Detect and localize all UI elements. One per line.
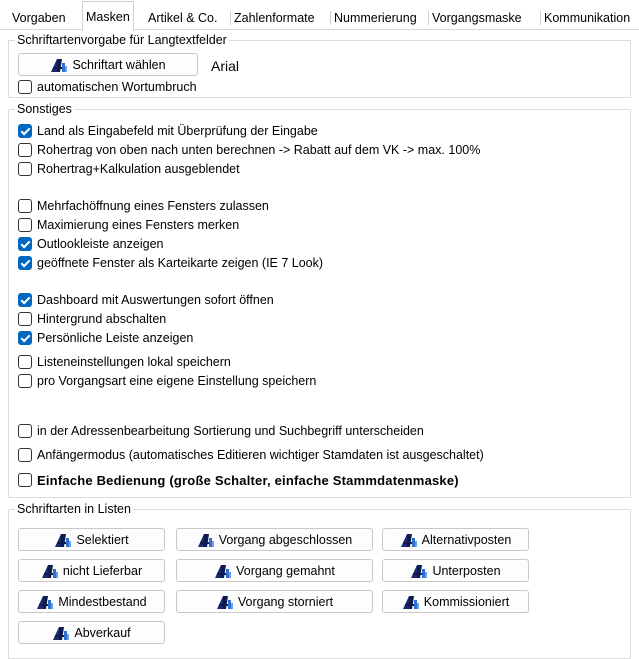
font-a-icon — [214, 563, 232, 579]
option-label: Einfache Bedienung (große Schalter, einfache Stammdatenmaske) — [37, 472, 459, 488]
option-listeneinstellungen[interactable] — [18, 353, 231, 371]
option-label: Dashboard mit Auswertungen sofort öffnen — [37, 293, 274, 307]
font-a-icon — [197, 532, 215, 548]
list-fonts-group-title: Schriftarten in Listen — [17, 502, 131, 516]
checkbox[interactable] — [18, 331, 32, 345]
button-label: Vorgang gemahnt — [236, 563, 335, 578]
button-label: Vorgang abgeschlossen — [218, 532, 353, 547]
tab-nummerierung[interactable]: Nummerierung — [330, 5, 421, 30]
font-vorgang-abgeschlossen-button[interactable] — [176, 528, 373, 551]
option-label: Rohertrag von oben nach unten berechnen -> Rabatt auf dem VK -> max. 100% — [37, 143, 481, 157]
option-hintergrund[interactable] — [18, 310, 166, 328]
option-rohertrag-berechnen[interactable] — [18, 141, 480, 159]
option-maximierung-merken[interactable] — [18, 216, 239, 234]
font-unterposten-button[interactable] — [382, 559, 529, 582]
option-adressenbearbeitung[interactable] — [18, 422, 424, 440]
checkbox[interactable] — [18, 424, 32, 438]
checkbox[interactable] — [18, 293, 32, 307]
word-wrap-label: automatischen Wortumbruch — [37, 80, 197, 94]
option-label: pro Vorgangsart eine eigene Einstellung speichern — [37, 374, 317, 388]
option-label: in der Adressenbearbeitung Sortierung und Suchbegriff unterscheiden — [37, 424, 424, 438]
choose-font-button[interactable] — [18, 53, 198, 76]
button-label: Unterposten — [432, 563, 501, 578]
font-mindestbestand-button[interactable] — [18, 590, 165, 613]
option-label: Land als Eingabefeld mit Überprüfung der Eingabe — [37, 124, 318, 138]
option-rohertrag-ausgeblendet[interactable] — [18, 160, 240, 178]
checkbox[interactable] — [18, 199, 32, 213]
choose-font-button-label: Schriftart wählen — [72, 57, 166, 72]
font-kommissioniert-button[interactable] — [382, 590, 529, 613]
tab-kommunikation[interactable]: Kommunikation — [540, 5, 634, 30]
button-label: Abverkauf — [74, 625, 131, 640]
option-persoenliche-leiste[interactable] — [18, 329, 193, 347]
option-label: Hintergrund abschalten — [37, 312, 167, 326]
font-alternativposten-button[interactable] — [382, 528, 529, 551]
checkbox[interactable] — [18, 448, 32, 462]
button-label: Alternativposten — [421, 532, 512, 547]
checkbox[interactable] — [18, 124, 32, 138]
font-a-icon — [54, 532, 72, 548]
misc-settings-group-title: Sonstiges — [17, 102, 72, 116]
checkbox[interactable] — [18, 256, 32, 270]
font-vorgang-storniert-button[interactable] — [176, 590, 373, 613]
option-label: Persönliche Leiste anzeigen — [37, 331, 194, 345]
word-wrap-option[interactable] — [18, 78, 197, 96]
font-a-icon — [402, 594, 420, 610]
font-abverkauf-button[interactable] — [18, 621, 165, 644]
font-a-icon — [216, 594, 234, 610]
option-label: Maximierung eines Fensters merken — [37, 218, 240, 232]
button-label: nicht Lieferbar — [62, 563, 143, 578]
checkbox[interactable] — [18, 162, 32, 176]
checkbox[interactable] — [18, 218, 32, 232]
tab-zahlenformate[interactable]: Zahlenformate — [230, 5, 319, 30]
font-settings-group-title: Schriftartenvorgabe für Langtextfelder — [17, 33, 227, 47]
font-a-icon — [50, 57, 68, 73]
tab-strip — [0, 0, 639, 30]
tab-vorgangsmaske[interactable]: Vorgangsmaske — [428, 5, 526, 30]
checkbox[interactable] — [18, 143, 32, 157]
option-label: geöffnete Fenster als Karteikarte zeigen (IE 7 Look) — [37, 256, 324, 270]
checkbox[interactable] — [18, 355, 32, 369]
font-vorgang-gemahnt-button[interactable] — [176, 559, 373, 582]
button-label: Vorgang storniert — [237, 594, 334, 609]
option-mehrfachoeffnung[interactable] — [18, 197, 269, 215]
word-wrap-checkbox[interactable] — [18, 80, 32, 94]
checkbox[interactable] — [18, 312, 32, 326]
checkbox[interactable] — [18, 473, 32, 487]
font-a-icon — [36, 594, 54, 610]
font-a-icon — [410, 563, 428, 579]
tab-masken[interactable]: Masken — [82, 1, 134, 31]
option-vorgangsart-einstellung[interactable] — [18, 372, 316, 390]
option-karteikarte[interactable] — [18, 254, 323, 272]
option-label: Listeneinstellungen lokal speichern — [37, 355, 231, 369]
option-dashboard[interactable] — [18, 291, 274, 309]
option-label: Mehrfachöffnung eines Fensters zulassen — [37, 199, 269, 213]
font-a-icon — [52, 625, 70, 641]
option-einfache-bedienung[interactable] — [18, 471, 459, 489]
button-label: Mindestbestand — [58, 594, 147, 609]
option-land-eingabefeld[interactable] — [18, 122, 318, 140]
button-label: Kommissioniert — [423, 594, 510, 609]
tab-artikel[interactable]: Artikel & Co. — [148, 11, 218, 25]
font-selektiert-button[interactable] — [18, 528, 165, 551]
button-label: Selektiert — [76, 532, 129, 547]
option-label: Rohertrag+Kalkulation ausgeblendet — [37, 162, 240, 176]
tab-vorgaben[interactable]: Vorgaben — [12, 11, 66, 25]
font-a-icon — [400, 532, 418, 548]
font-a-icon — [41, 563, 59, 579]
checkbox[interactable] — [18, 237, 32, 251]
option-anfaengermodus[interactable] — [18, 446, 484, 464]
current-font-name: Arial — [211, 58, 240, 74]
font-nicht-lieferbar-button[interactable] — [18, 559, 165, 582]
option-label: Outlookleiste anzeigen — [37, 237, 164, 251]
checkbox[interactable] — [18, 374, 32, 388]
option-label: Anfängermodus (automatisches Editieren wichtiger Stamdaten ist ausgeschaltet) — [37, 448, 484, 462]
option-outlookleiste[interactable] — [18, 235, 163, 253]
